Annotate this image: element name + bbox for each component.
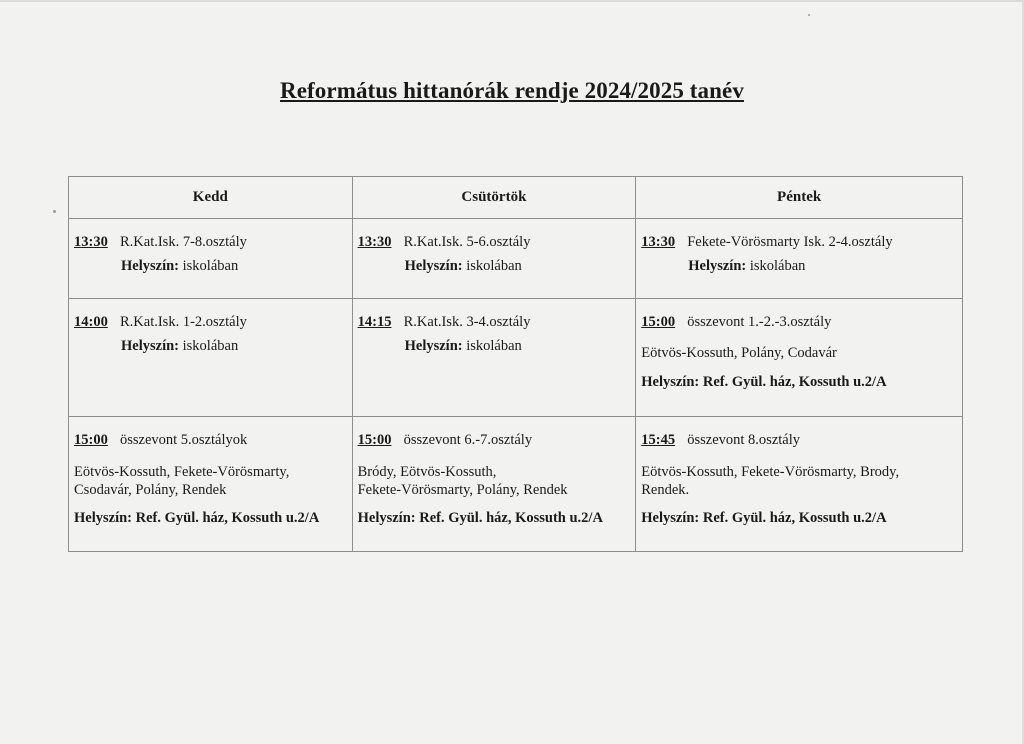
time: 13:30 bbox=[357, 234, 392, 250]
location: iskolában bbox=[749, 258, 806, 274]
time: 13:30 bbox=[74, 234, 108, 250]
group: összevont 1.-2.-3.osztály bbox=[687, 314, 832, 330]
group: összevont 8.osztály bbox=[687, 432, 800, 448]
group: R.Kat.Isk. 1-2.osztály bbox=[120, 314, 247, 330]
group: Fekete-Vörösmarty Isk. 2-4.osztály bbox=[687, 234, 893, 250]
schedule-table bbox=[68, 176, 963, 552]
table-cell bbox=[69, 417, 353, 552]
table-row bbox=[69, 219, 963, 299]
location-label: Helyszín: bbox=[688, 258, 747, 274]
document-title: Református hittanórák rendje 2024/2025 tanév bbox=[280, 78, 744, 103]
schools: Eötvös-Kossuth, Polány, Codavár bbox=[641, 345, 837, 361]
group: összevont 5.osztályok bbox=[120, 432, 248, 448]
schools: Eötvös-Kossuth, Fekete-Vörösmarty, Brody, Rendek. bbox=[641, 464, 900, 498]
table-cell bbox=[636, 299, 963, 417]
time: 14:00 bbox=[74, 314, 108, 330]
time: 15:00 bbox=[641, 314, 676, 330]
location: iskolában bbox=[466, 338, 522, 354]
table-row bbox=[69, 299, 963, 417]
location-label: Helyszín: bbox=[404, 338, 463, 354]
table-cell bbox=[352, 219, 636, 299]
header-row bbox=[69, 177, 963, 219]
time: 13:30 bbox=[641, 234, 676, 250]
scan-speck bbox=[808, 14, 810, 16]
schools: Eötvös-Kossuth, Fekete-Vörösmarty, Csodavár, Polány, Rendek bbox=[74, 464, 290, 498]
location: iskolában bbox=[466, 258, 522, 274]
location: Helyszín: Ref. Gyül. ház, Kossuth u.2/A bbox=[74, 510, 320, 526]
location: Helyszín: Ref. Gyül. ház, Kossuth u.2/A bbox=[641, 374, 887, 390]
group: összevont 6.-7.osztály bbox=[403, 432, 533, 448]
header-csutortok: Csütörtök bbox=[352, 177, 636, 219]
time: 14:15 bbox=[357, 314, 392, 330]
location: iskolában bbox=[182, 338, 239, 354]
table-cell bbox=[352, 299, 636, 417]
location: Helyszín: Ref. Gyül. ház, Kossuth u.2/A bbox=[641, 510, 887, 526]
table-cell bbox=[352, 417, 636, 552]
scan-speck bbox=[53, 210, 56, 213]
page-edge-top bbox=[0, 0, 1024, 2]
group: R.Kat.Isk. 3-4.osztály bbox=[403, 314, 531, 330]
location-label: Helyszín: bbox=[121, 338, 179, 354]
schools: Bródy, Eötvös-Kossuth, Fekete-Vörösmarty, Polány, Rendek bbox=[357, 464, 568, 498]
table-cell bbox=[69, 219, 353, 299]
location-label: Helyszín: bbox=[121, 258, 179, 274]
table-cell bbox=[636, 417, 963, 552]
location-label: Helyszín: bbox=[404, 258, 463, 274]
time: 15:00 bbox=[357, 432, 392, 448]
table-row bbox=[69, 417, 963, 552]
table-cell bbox=[636, 219, 963, 299]
time: 15:00 bbox=[74, 432, 108, 448]
header-pentek: Péntek bbox=[636, 177, 963, 219]
header-kedd: Kedd bbox=[69, 177, 353, 219]
location: Helyszín: Ref. Gyül. ház, Kossuth u.2/A bbox=[357, 510, 603, 526]
location: iskolában bbox=[182, 258, 239, 274]
time: 15:45 bbox=[641, 432, 676, 448]
group: R.Kat.Isk. 5-6.osztály bbox=[403, 234, 531, 250]
table-cell bbox=[69, 299, 353, 417]
group: R.Kat.Isk. 7-8.osztály bbox=[120, 234, 247, 250]
